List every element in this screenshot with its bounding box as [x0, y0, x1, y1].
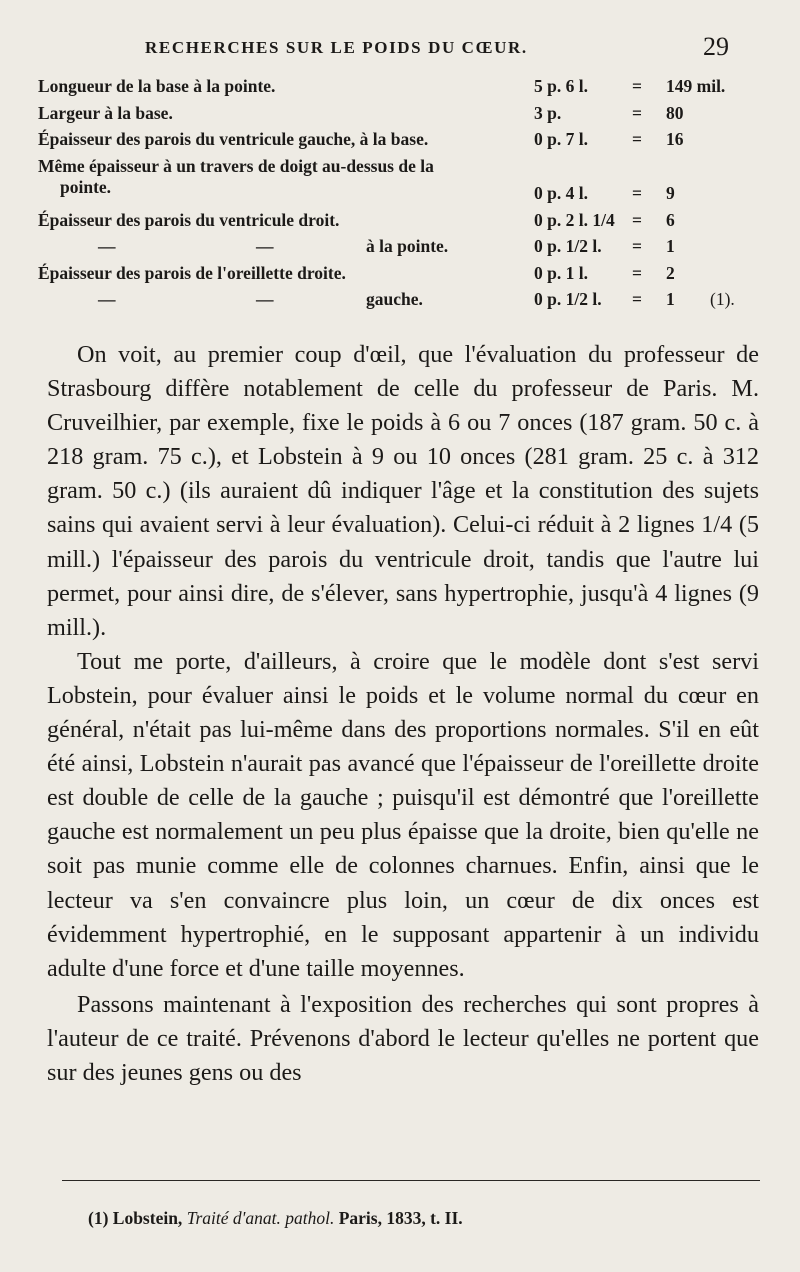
- measurement-row: [38, 76, 758, 103]
- measurement-row: [38, 210, 758, 237]
- measurement-label: à la pointe.: [366, 236, 449, 256]
- measurement-label: Épaisseur des parois de l'oreillette droite.: [38, 262, 346, 283]
- ditto-dash: —: [256, 236, 274, 256]
- measurement-value: 0 p. 7 l.: [534, 129, 588, 149]
- running-title: RECHERCHES SUR LE POIDS DU CŒUR.: [145, 38, 528, 57]
- measurement-value: 0 p. 1/2 l.: [534, 289, 602, 309]
- measurement-mm: 6: [666, 209, 675, 230]
- measurement-label: Longueur de la base à la pointe.: [38, 76, 276, 96]
- measurement-label: [38, 156, 434, 198]
- measurement-label: Largeur à la base.: [38, 102, 173, 123]
- paragraph: On voit, au premier coup d'œil, que l'évaluation du professeur de Strasbourg diffère notablement de celle du professeur de Paris. M. Cruveilhier, par exemple, fixe le poids à 6 ou 7 onces (187 gram. 50 c. à 218 gram. 75 c.), et Lobstein à 9 ou 10 onces (281 gram. 25 c. à 312 gram. 50 c.) (ils auraient dû indiquer l'âge et la constitution des sujets sains qui avaient servi à leur évaluation). Celui-ci réduit à 2 lignes 1/4 (5 mill.) l'épaisseur des parois du ventricule droit, tandis que l'autre lui permet, pour ainsi dire, de s'élever, sans hypertrophie, jusqu'à 4 lignes (9 mill.).: [47, 341, 759, 641]
- measurement-label: gauche.: [366, 289, 423, 309]
- page-header: [0, 32, 800, 70]
- measurement-value: 0 p. 1 l.: [534, 262, 588, 283]
- footnote-author: Lobstein,: [112, 1208, 183, 1228]
- measurement-mm: 2: [666, 262, 675, 283]
- footnote-ref: (1).: [710, 289, 735, 309]
- measurement-label-line2: pointe.: [60, 176, 112, 197]
- equals-sign: =: [632, 129, 642, 149]
- equals-sign: =: [632, 289, 642, 309]
- footnote-title: Traité d'anat. pathol.: [186, 1208, 335, 1228]
- measurement-mm: 9: [666, 182, 675, 203]
- measurement-table: [38, 76, 758, 316]
- measurement-value: 5 p. 6 l.: [534, 76, 588, 96]
- footnote-divider: [62, 1180, 760, 1181]
- ditto-dash: —: [98, 289, 116, 309]
- measurement-mm: 1: [666, 236, 675, 256]
- footnote-publication: Paris, 1833, t. II.: [338, 1208, 463, 1228]
- footnote: [88, 1208, 463, 1229]
- measurement-value: 3 p.: [534, 102, 562, 123]
- measurement-row: [38, 156, 758, 210]
- equals-sign: =: [632, 209, 642, 230]
- equals-sign: =: [632, 182, 642, 203]
- body-text: [47, 338, 759, 1090]
- measurement-value: 0 p. 2 l. 1/4: [534, 209, 615, 230]
- equals-sign: =: [632, 76, 642, 96]
- equals-sign: =: [632, 236, 642, 256]
- measurement-mm: 1: [666, 289, 675, 309]
- measurement-label: Épaisseur des parois du ventricule gauche, à la base.: [38, 129, 429, 149]
- measurement-row: [38, 236, 758, 263]
- measurement-value: 0 p. 1/2 l.: [534, 236, 602, 256]
- measurement-mm: 149 mil.: [666, 76, 726, 96]
- footnote-marker: (1): [88, 1208, 109, 1228]
- measurement-label-line1: Même épaisseur à un travers de doigt au-dessus de la: [38, 155, 434, 176]
- page-number: 29: [703, 32, 729, 61]
- paragraph: Passons maintenant à l'exposition des recherches qui sont propres à l'auteur de ce traité. Prévenons d'abord le lecteur qu'elles ne portent que sur des jeunes gens ou des: [47, 990, 759, 1086]
- measurement-value: 0 p. 4 l.: [534, 182, 588, 203]
- measurement-mm: 80: [666, 102, 684, 123]
- equals-sign: =: [632, 262, 642, 283]
- measurement-row: [38, 129, 758, 156]
- ditto-dash: —: [256, 289, 274, 309]
- measurement-row: [38, 263, 758, 290]
- paragraph: Tout me porte, d'ailleurs, à croire que le modèle dont s'est servi Lobstein, pour évaluer ainsi le poids et le volume normal du cœur en général, n'était pas lui-même dans des proportions normales. S'il en eût été ainsi, Lobstein n'aurait pas avancé que l'épaisseur de l'oreillette droite est double de celle de la gauche ; puisqu'il est démontré que l'oreillette gauche est normalement un peu plus épaisse que la droite, bien qu'elle ne soit pas munie comme elle de colonnes charnues. Enfin, ainsi que le lecteur va s'en convaincre plus loin, un cœur de dix onces est évidemment hypertrophié, en le supposant appartenir à un individu adulte d'une force et d'une taille moyennes.: [47, 647, 759, 982]
- equals-sign: =: [632, 102, 642, 123]
- measurement-mm: 16: [666, 129, 684, 149]
- ditto-dash: —: [98, 236, 116, 256]
- measurement-row: [38, 289, 758, 316]
- measurement-label: Épaisseur des parois du ventricule droit.: [38, 209, 340, 230]
- measurement-row: [38, 103, 758, 130]
